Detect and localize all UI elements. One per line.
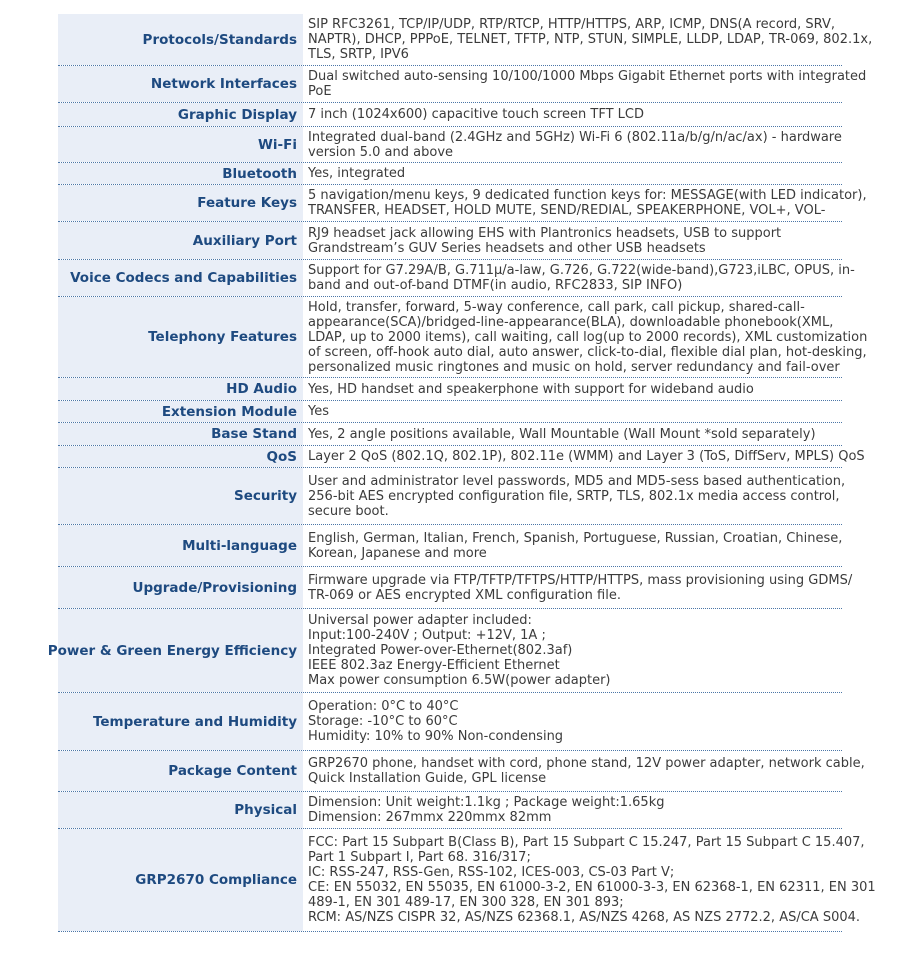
- spec-row: [58, 185, 867, 222]
- spec-label: Power & Green Energy Efficiency: [58, 609, 303, 692]
- spec-value-line: Operation: 0°C to 40°C: [308, 699, 459, 714]
- spec-value-line: Input:100-240V ; Output: +12V, 1A ;: [308, 628, 546, 643]
- spec-value-line: Max power consumption 6.5W(power adapter): [308, 673, 611, 688]
- spec-value-line: Universal power adapter included:: [308, 613, 532, 628]
- spec-value-line: Integrated Power-over-Ethernet(802.3af): [308, 643, 573, 658]
- spec-value-line: Yes, integrated: [308, 166, 406, 181]
- spec-value: [303, 531, 842, 561]
- spec-value-line: SIP RFC3261, TCP/IP/UDP, RTP/RTCP, HTTP/HTTPS, ARP, ICMP, DNS(A record, SRV,: [308, 17, 836, 32]
- spec-row: [58, 401, 842, 423]
- spec-row: [58, 567, 853, 609]
- spec-value-line: Dimension: Unit weight:1.1kg ; Package weight:1.65kg: [308, 795, 665, 810]
- spec-label: Temperature and Humidity: [58, 693, 303, 750]
- spec-value-line: User and administrator level passwords, MD5 and MD5-sess based authentication,: [308, 473, 846, 489]
- spec-value-line: of screen, off-hook auto dial, auto answer, click-to-dial, flexible dial plan, hot-desking,: [308, 344, 867, 360]
- spec-label: Extension Module: [58, 401, 303, 422]
- spec-value-line: version 5.0 and above: [308, 144, 454, 160]
- spec-value: [303, 835, 876, 925]
- spec-row: [58, 66, 867, 103]
- spec-value-line: GRP2670 phone, handset with cord, phone stand, 12V power adapter, network cable,: [308, 756, 865, 771]
- spec-value-line: Humidity: 10% to 90% Non-condensing: [308, 729, 564, 744]
- spec-row: [58, 222, 842, 260]
- spec-value: [303, 449, 865, 464]
- spec-label: Telephony Features: [58, 297, 303, 377]
- spec-value-line: Firmware upgrade via FTP/TFTP/TFTPS/HTTP/HTTPS, mass provisioning using GDMS/: [308, 572, 853, 588]
- spec-value-line: LDAP, up to 2000 items), call waiting, call log(up to 2000 records), XML customization: [308, 329, 868, 345]
- spec-label: Physical: [58, 792, 303, 828]
- spec-label: GRP2670 Compliance: [58, 829, 303, 931]
- spec-value-line: 5 navigation/menu keys, 9 dedicated function keys for: MESSAGE(with LED indicator),: [308, 188, 867, 203]
- spec-value-line: Yes: [308, 404, 329, 419]
- spec-label: Package Content: [58, 751, 303, 791]
- spec-value: [303, 130, 842, 160]
- spec-value-line: Dual switched auto-sensing 10/100/1000 Mbps Gigabit Ethernet ports with integrated: [308, 69, 867, 84]
- spec-value-line: personalized music ringtones and music on hold, server redundancy and fail-over: [308, 359, 840, 375]
- spec-value-line: IC: RSS-247, RSS-Gen, RSS-102, ICES-003, CS-03 Part V;: [308, 865, 675, 880]
- spec-value: [303, 17, 872, 62]
- spec-row: [58, 378, 842, 401]
- spec-row: [58, 260, 855, 297]
- spec-label: Security: [58, 468, 303, 524]
- spec-value-line: Hold, transfer, forward, 5-way conference, call park, call pickup, shared-call-: [308, 299, 805, 315]
- spec-label: Multi-language: [58, 525, 303, 566]
- spec-value-line: IEEE 802.3az Energy-Efficient Ethernet: [308, 658, 560, 673]
- spec-label: Voice Codecs and Capabilities: [58, 260, 303, 296]
- spec-value: [303, 795, 842, 825]
- spec-value-line: 7 inch (1024x600) capacitive touch screen TFT LCD: [308, 107, 645, 122]
- spec-row: [58, 14, 873, 66]
- spec-value-line: English, German, Italian, French, Spanish, Portuguese, Russian, Croatian, Chinese,: [308, 530, 843, 546]
- spec-value: [303, 756, 865, 786]
- spec-value-line: Layer 2 QoS (802.1Q, 802.1P), 802.11e (WMM) and Layer 3 (ToS, DiffServ, MPLS) QoS: [308, 449, 865, 464]
- spec-label: Auxiliary Port: [58, 222, 303, 259]
- spec-value: [303, 226, 842, 256]
- spec-value-line: Part 1 Subpart I, Part 68. 316/317;: [308, 850, 531, 865]
- spec-value: [303, 263, 855, 293]
- spec-row: [47, 609, 842, 693]
- spec-value-line: Yes, HD handset and speakerphone with support for wideband audio: [308, 381, 754, 397]
- spec-value-line: Grandstream’s GUV Series headsets and other USB headsets: [308, 240, 706, 256]
- spec-value-line: CE: EN 55032, EN 55035, EN 61000-3-2, EN 61000-3-3, EN 62368-1, EN 62311, EN 301: [308, 880, 876, 895]
- spec-value-line: Support for G7.29A/B, G.711µ/a-law, G.726, G.722(wide-band),G723,iLBC, OPUS, in-: [308, 263, 855, 278]
- spec-label: Base Stand: [58, 423, 303, 445]
- spec-value-line: PoE: [308, 84, 332, 99]
- spec-value: [303, 474, 845, 519]
- spec-label: Graphic Display: [58, 103, 303, 126]
- spec-value-line: FCC: Part 15 Subpart B(Class B), Part 15 Subpart C 15.247, Part 15 Subpart C 15.407,: [308, 835, 865, 850]
- spec-value: [303, 69, 866, 99]
- spec-value-line: Storage: -10°C to 60°C: [308, 714, 458, 729]
- spec-value-line: Yes, 2 angle positions available, Wall Mountable (Wall Mount *sold separately): [308, 426, 816, 442]
- spec-value: [303, 166, 842, 181]
- spec-value-line: 256-bit AES encrypted configuration file, SRTP, TLS, 802.1x media access control,: [308, 488, 840, 504]
- spec-row: [58, 163, 842, 185]
- spec-value-line: Integrated dual-band (2.4GHz and 5GHz) Wi-Fi 6 (802.11a/b/g/n/ac/ax) - hardware: [308, 129, 842, 145]
- spec-value: [303, 404, 842, 419]
- spec-value-line: Korean, Japanese and more: [308, 545, 487, 561]
- spec-row: [58, 751, 865, 792]
- spec-value: [303, 427, 842, 442]
- spec-value-line: Dimension: 267mmx 220mmx 82mm: [308, 810, 552, 825]
- spec-row: [58, 468, 846, 525]
- spec-value-line: TLS, SRTP, IPV6: [308, 47, 409, 62]
- spec-value: [303, 613, 842, 688]
- spec-row: [58, 446, 865, 468]
- spec-row: [58, 127, 842, 163]
- spec-value-line: TRANSFER, HEADSET, HOLD MUTE, SEND/REDIAL, SPEAKERPHONE, VOL+, VOL-: [308, 203, 826, 218]
- spec-label: Protocols/Standards: [58, 14, 303, 65]
- spec-row: [58, 792, 842, 829]
- spec-value: [303, 573, 852, 603]
- spec-label: Bluetooth: [58, 163, 303, 184]
- spec-value: [303, 699, 842, 744]
- spec-value: [303, 188, 867, 218]
- spec-value: [303, 107, 842, 122]
- spec-value-line: band and out-of-band DTMF(in audio, RFC2833, SIP INFO): [308, 278, 683, 293]
- spec-value-line: RCM: AS/NZS CISPR 32, AS/NZS 62368.1, AS/NZS 4268, AS NZS 2772.2, AS/CA S004.: [308, 910, 861, 925]
- spec-table: [47, 14, 876, 932]
- spec-value-line: secure boot.: [308, 503, 389, 519]
- spec-row: [58, 297, 868, 378]
- spec-row: [58, 103, 842, 127]
- spec-label: HD Audio: [58, 378, 303, 400]
- spec-value-line: RJ9 headset jack allowing EHS with Plantronics headsets, USB to support: [308, 225, 782, 241]
- spec-row: [58, 693, 842, 751]
- spec-value-line: appearance(SCA)/bridged-line-appearance(BLA), downloadable phonebook(XML,: [308, 314, 834, 330]
- spec-value-line: TR-069 or AES encrypted XML configuration file.: [308, 587, 621, 603]
- spec-value: [303, 300, 867, 375]
- spec-label: Wi-Fi: [58, 127, 303, 162]
- spec-value: [303, 382, 842, 397]
- spec-row: [58, 423, 842, 446]
- spec-value-line: 489-1, EN 301 489-17, EN 300 328, EN 301 893;: [308, 895, 624, 910]
- spec-value-line: Quick Installation Guide, GPL license: [308, 771, 547, 786]
- spec-label: QoS: [58, 446, 303, 467]
- spec-label: Network Interfaces: [58, 66, 303, 102]
- spec-row: [58, 525, 842, 567]
- spec-label: Feature Keys: [58, 185, 303, 221]
- spec-row: [58, 829, 876, 932]
- spec-label: Upgrade/Provisioning: [58, 567, 303, 608]
- spec-value-line: NAPTR), DHCP, PPPoE, TELNET, TFTP, NTP, STUN, SIMPLE, LLDP, LDAP, TR-069, 802.1x,: [308, 32, 873, 47]
